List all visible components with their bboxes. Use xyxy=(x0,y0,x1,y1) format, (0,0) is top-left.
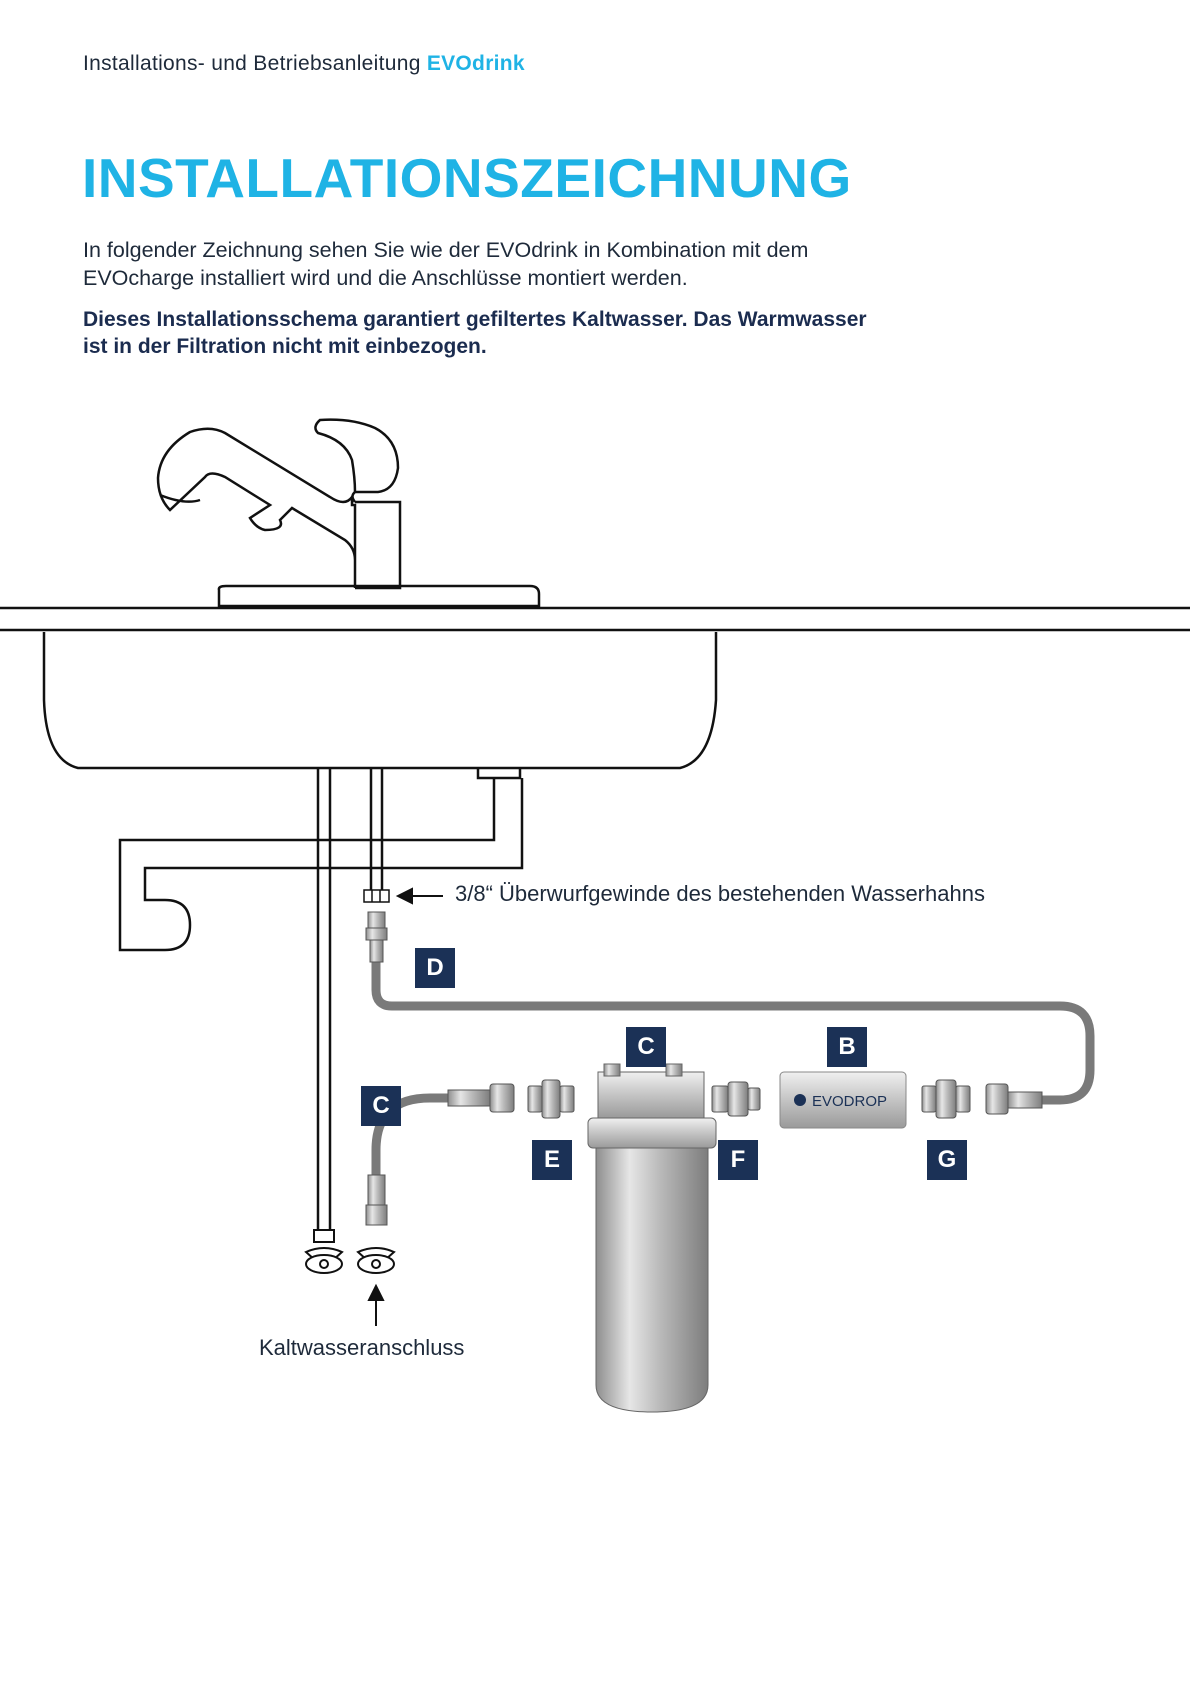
thread-callout: 3/8“ Überwurfgewinde des bestehenden Wasserhahns xyxy=(455,881,985,906)
intro-paragraph: In folgender Zeichnung sehen Sie wie der EVOdrink in Kombination mit dem EVOcharge installiert wird und die Anschlüsse montiert werden. xyxy=(83,238,809,290)
fitting-f xyxy=(712,1082,760,1116)
evodrop-cartridge xyxy=(780,1072,906,1128)
sink-basin xyxy=(44,632,716,768)
thread-arrow xyxy=(398,889,443,903)
hose-d-lower-fitting xyxy=(986,1084,1042,1114)
faucet xyxy=(158,420,539,606)
header-brand: EVOdrink xyxy=(426,52,525,75)
coldwater-callout: Kaltwasseranschluss xyxy=(259,1335,465,1360)
badge-b: B xyxy=(827,1027,867,1067)
document-header xyxy=(83,52,525,76)
coldwater-arrow xyxy=(369,1286,383,1326)
filter-housing xyxy=(588,1064,716,1412)
logo-evodrop: EVODROP xyxy=(812,1093,888,1110)
header-text: Installations- und Betriebsanleitung xyxy=(83,52,427,75)
badge-g: G xyxy=(927,1140,967,1180)
shutoff-valves xyxy=(306,1230,394,1273)
badge-d: D xyxy=(415,948,455,988)
notice-paragraph: Dieses Installationsschema garantiert gefiltertes Kaltwasser. Das Warmwasser ist in der Filtration nicht mit einbezogen. xyxy=(83,308,867,358)
drain-pipe xyxy=(120,768,522,950)
badge-f: F xyxy=(718,1140,758,1180)
thread-connector xyxy=(364,890,389,902)
page-title: INSTALLATIONSZEICHNUNG xyxy=(82,147,852,209)
hose-d xyxy=(376,960,1090,1100)
badge-c-left: C xyxy=(361,1086,401,1126)
fitting-e xyxy=(528,1080,574,1118)
badge-c-top: C xyxy=(626,1027,666,1067)
hose-d-upper-fitting xyxy=(366,912,387,962)
badge-e: E xyxy=(532,1140,572,1180)
fitting-g xyxy=(922,1080,970,1118)
